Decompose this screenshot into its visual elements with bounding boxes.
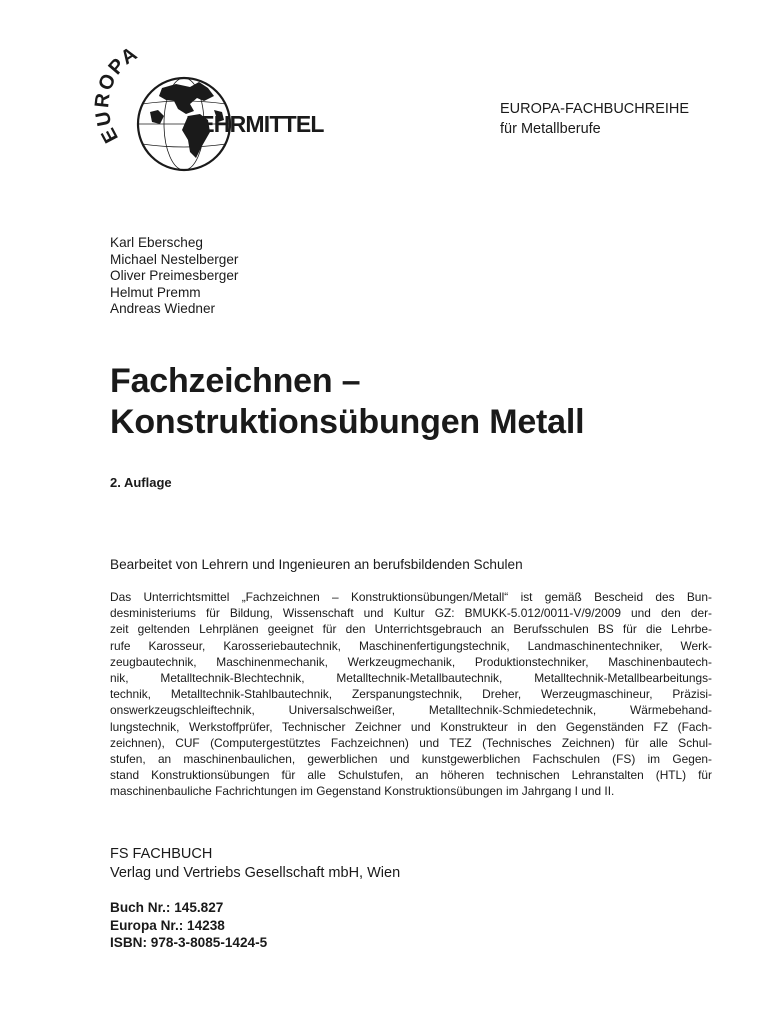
- author-name: Helmut Premm: [110, 284, 201, 300]
- author-name: Andreas Wiedner: [110, 301, 216, 317]
- publisher-info: [110, 845, 400, 882]
- book-number: Buch Nr.: 145.827: [110, 900, 224, 915]
- logo-word-top: EUROPA: [91, 41, 143, 147]
- description-line: stand Konstruktionsübungen für alle Schulstufen, an höheren technischen Lehranstalten (HTL) für: [110, 768, 712, 783]
- series-name: EUROPA-FACHBUCHREIHE: [500, 101, 690, 117]
- europa-lehrmittel-logo: [91, 41, 324, 176]
- publisher-company: Verlag und Vertriebs Gesellschaft mbH, Wien: [110, 864, 401, 881]
- description-line: stufen, an maschinenbaulichen, gewerblichen und kunstgewerblichen Fachschulen (FS) im Gegen-: [110, 752, 712, 767]
- logo-graphic: [91, 41, 324, 176]
- logo-word-main: LEHRMITTEL: [186, 111, 324, 137]
- isbn-number: ISBN: 978-3-8085-1424-5: [110, 935, 268, 950]
- publisher-name: FS FACHBUCH: [110, 846, 213, 862]
- description-line: technik, Metalltechnik-Stahlbautechnik, Zerspanungstechnik, Dreher, Werzeugmaschineur, Präzisi-: [110, 687, 712, 702]
- europa-number: Europa Nr.: 14238: [110, 917, 225, 933]
- editor-note: Bearbeitet von Lehrern und Ingenieuren an berufsbildenden Schulen: [110, 557, 523, 572]
- description-line: Das Unterrichtsmittel „Fachzeichnen – Konstruktionsübungen/Metall“ ist gemäß Bescheid des Bun-: [110, 590, 712, 604]
- book-title: [110, 361, 750, 443]
- book-identifiers: [110, 899, 267, 952]
- author-name: Oliver Preimesberger: [110, 268, 239, 284]
- series-subtitle: für Metallberufe: [500, 121, 601, 137]
- title-line-1: Fachzeichnen –: [110, 362, 361, 400]
- description-line: zeichnen), CUF (Computergestütztes Fachzeichnen) und TEZ (Technisches Zeichnen) für alle Schul-: [110, 735, 712, 750]
- description-line: zeugbautechnik, Maschinenmechanik, Werkzeugmechanik, Produktionstechniker, Maschinenbautech-: [110, 654, 712, 669]
- title-line-2: Konstruktionsübungen Metall: [110, 403, 585, 441]
- edition-label: 2. Auflage: [110, 475, 172, 490]
- description-line: lungstechnik, Werkstoffprüfer, Technischer Zeichner und Konstrukteur in den Gegenständen FZ (Fach-: [110, 719, 712, 734]
- description-line: onswerkzeugschleiftechnik, Universalschweißer, Metalltechnik-Schmiedetechnik, Wärmebehand-: [110, 703, 712, 718]
- description-line: nik, Metalltechnik-Blechtechnik, Metalltechnik-Metallbautechnik, Metalltechnik-Metallbearbeitungs-: [110, 671, 712, 686]
- series-info: [500, 99, 689, 139]
- description-line: maschinenbauliche Fachrichtungen im Gegenstand Konstruktionsübungen im Jahrgang I und II.: [110, 784, 615, 799]
- description-line: zeit geltenden Lehrplänen geeignet für den Unterrichtsgebrauch an Berufsschulen BS für die Lehrbe-: [110, 622, 712, 637]
- author-list: [110, 235, 238, 318]
- approval-description: [110, 589, 712, 800]
- description-line: rufe Karosseur, Karosseriebautechnik, Maschinenfertigungstechnik, Landmaschinentechniker, Werk-: [110, 638, 712, 653]
- author-name: Michael Nestelberger: [110, 251, 239, 267]
- author-name: Karl Eberscheg: [110, 235, 203, 250]
- description-line: desministeriums für Bildung, Wissenschaft und Kultur GZ: BMUKK-5.012/0011-V/9/2009 und den der-: [110, 606, 712, 621]
